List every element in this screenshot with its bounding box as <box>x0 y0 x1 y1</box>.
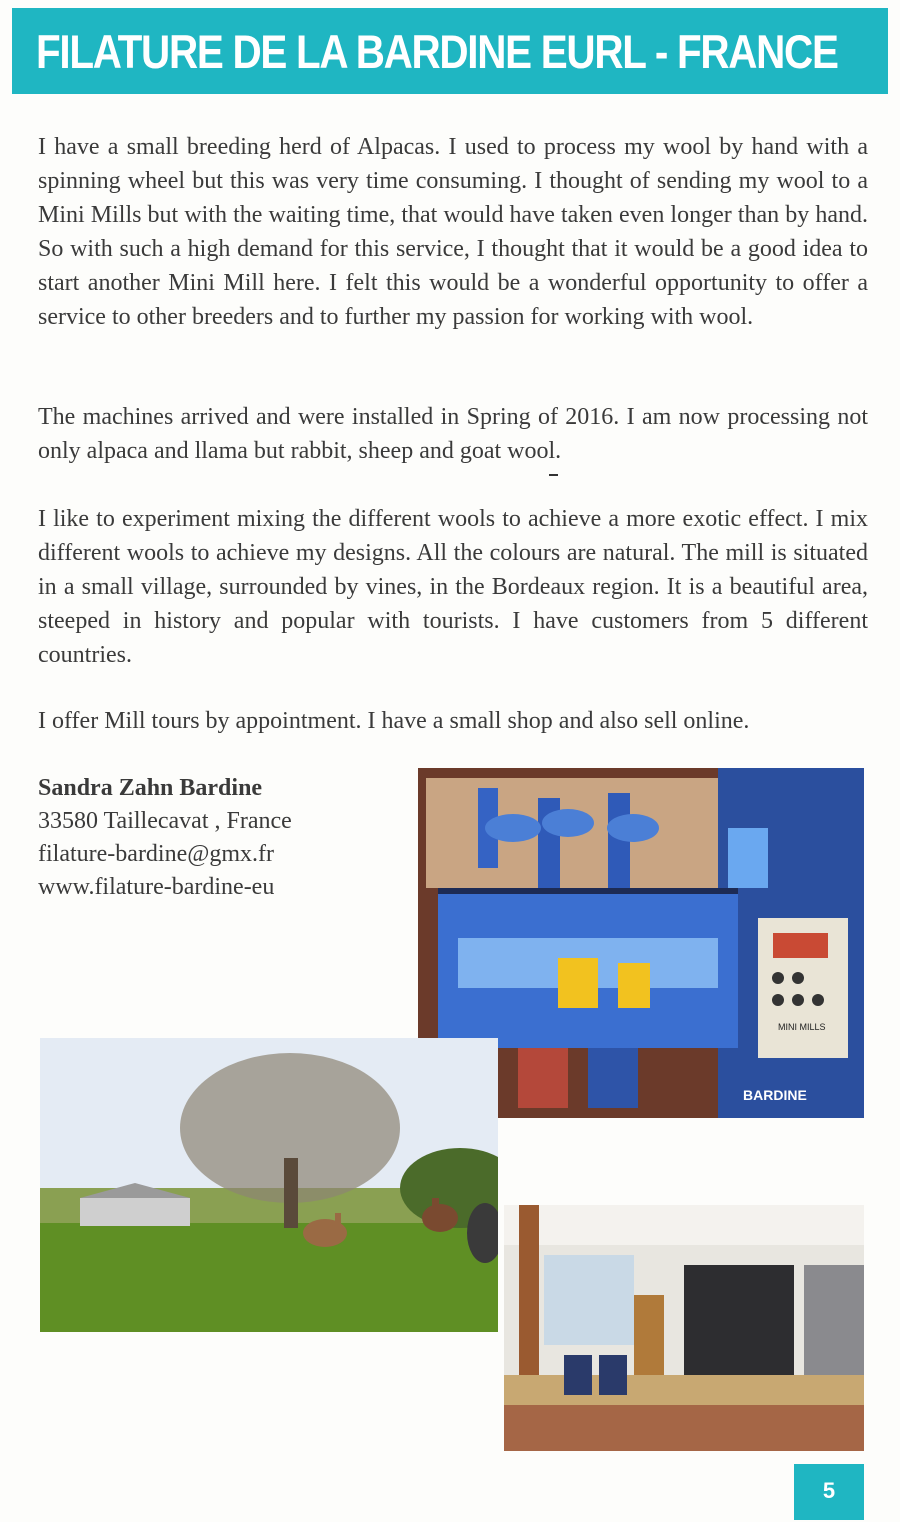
page-title: FILATURE DE LA BARDINE EURL - FRANCE <box>36 25 838 78</box>
contact-website[interactable]: www.filature-bardine-eu <box>38 874 275 900</box>
painting-signature: BARDINE <box>743 1087 807 1103</box>
header-bar <box>12 8 888 94</box>
divider <box>549 474 558 476</box>
painting-sign-text: MINI MILLS <box>778 1022 826 1032</box>
alpaca-field-photo <box>40 1038 498 1332</box>
page-number: 5 <box>822 1478 836 1503</box>
contact-block <box>38 772 292 904</box>
article-paragraph-4: I offer Mill tours by appointment. I have a small shop and also sell online. <box>38 708 750 734</box>
page-number-box <box>794 1464 864 1520</box>
contact-email[interactable]: filature-bardine@gmx.fr <box>38 841 275 867</box>
article-paragraph-2: The machines arrived and were installed in Spring of 2016. I am now processing not only alpaca and llama but rabbit, sheep and goat wool. <box>38 404 868 464</box>
contact-name: Sandra Zahn Bardine <box>38 775 263 801</box>
mill-interior-photo <box>504 1205 864 1451</box>
contact-address: 33580 Taillecavat , France <box>38 808 292 834</box>
article-paragraph-1: I have a small breeding herd of Alpacas. I used to process my wool by hand with a spinning wheel but this was very time consuming. I thought of sending my wool to a Mini Mills but with the waiting time, that would have taken even longer than by hand. So with such a high demand for this service, I thought that it would be a good idea to start another Mini Mill here. I felt this would be a wonderful opportunity to offer a service to other breeders and to further my passion for working with wool. <box>38 134 868 330</box>
article-paragraph-3: I like to experiment mixing the different wools to achieve a more exotic effect. I mix different wools to achieve my designs. All the colours are natural. The mill is situated in a small village, surrounded by vines, in the Bordeaux region. It is a beautiful area, steeped in history and popular with tourists. I have customers from 5 different countries. <box>38 506 868 668</box>
